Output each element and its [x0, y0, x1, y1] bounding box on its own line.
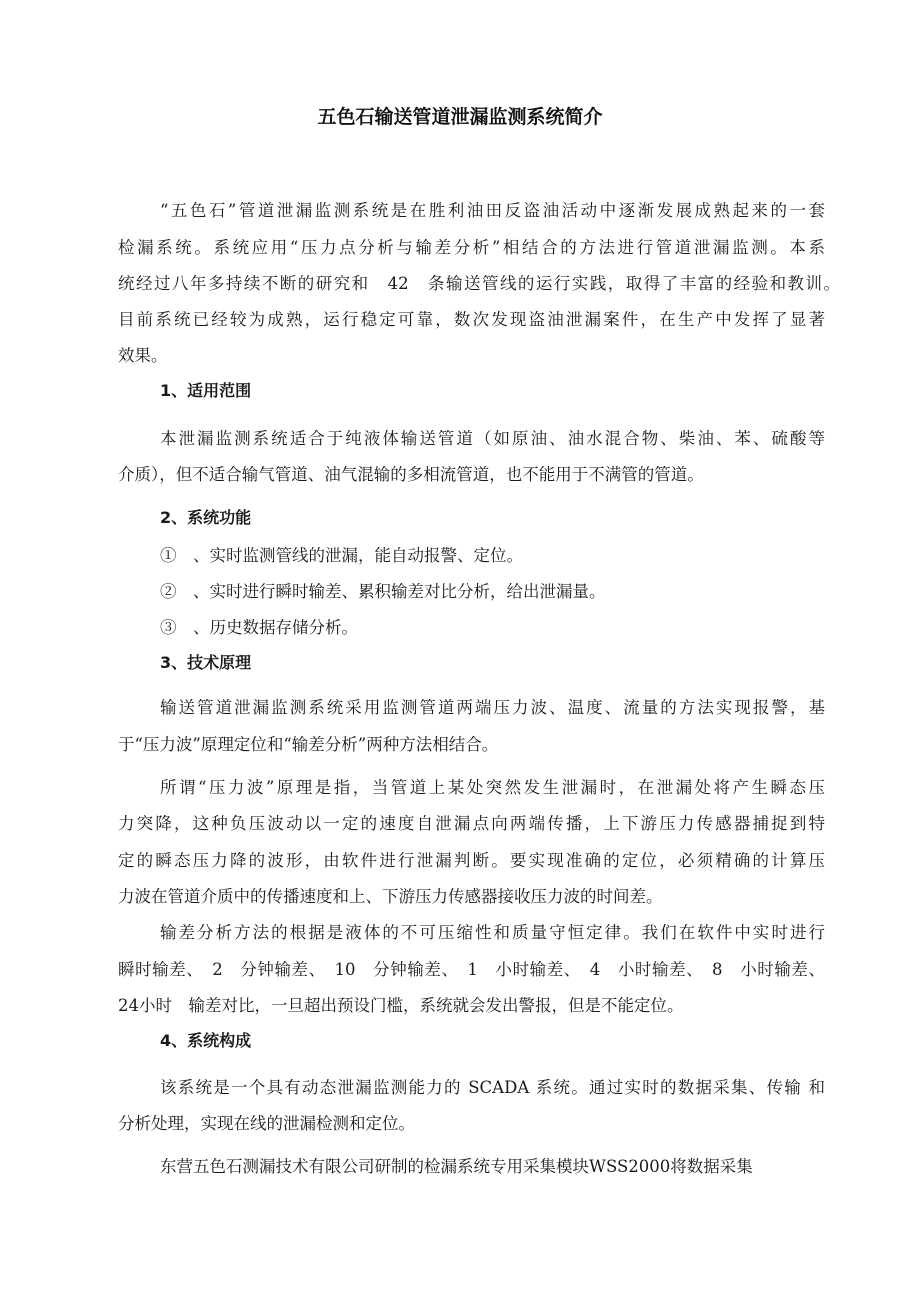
document-title: 五色石输送管道泄漏监测系统简介 — [317, 106, 603, 128]
function-item-3: ③ 、历史数据存储分析。 — [160, 618, 358, 637]
principle-p1-line-2: 于“压力波”原理定位和“输差分析”两种方法相结合。 — [118, 735, 499, 754]
intro-line-2: 检漏系统。系统应用“压力点分析与输差分析”相结合的方法进行管道泄漏监测。本系 — [118, 238, 825, 257]
principle-p2-line-2: 力突降，这种负压波动以一定的速度自泄漏点向两端传播，上下游压力传感器捕捉到特 — [118, 814, 825, 833]
principle-p2-line-3: 定的瞬态压力降的波形，由软件进行泄漏判断。要实现准确的定位，必须精确的计算压 — [118, 851, 825, 870]
principle-p1-line-1: 输送管道泄漏监测系统采用监测管道两端压力波、温度、流量的方法实现报警，基 — [160, 698, 825, 717]
intro-line-5: 效果。 — [118, 346, 168, 365]
principle-p3-line-2: 瞬时输差、 2 分钟输差、 10 分钟输差、 1 小时输差、 4 小时输差、 8 小时输差、 — [118, 960, 825, 979]
function-item-2: ② 、实时进行瞬时输差、累积输差对比分析，给出泄漏量。 — [160, 582, 606, 601]
function-item-1: ① 、实时监测管线的泄漏，能自动报警、定位。 — [160, 546, 523, 565]
intro-line-4: 目前系统已经较为成熟，运行稳定可靠，数次发现盗油泄漏案件，在生产中发挥了显著 — [118, 310, 825, 329]
principle-p2-line-4: 力波在管道介质中的传播速度和上、下游压力传感器接收压力波的时间差。 — [118, 887, 663, 906]
section-3-heading: 3、技术原理 — [160, 653, 252, 672]
principle-p3-line-1: 输差分析方法的根据是液体的不可压缩性和质量守恒定律。我们在软件中实时进行 — [160, 923, 825, 942]
intro-line-1: “五色石”管道泄漏监测系统是在胜利油田反盗油活动中逐渐发展成熟起来的一套 — [160, 201, 825, 220]
principle-p3-line-3: 24小时 输差对比，一旦超出预设门槛，系统就会发出警报，但是不能定位。 — [118, 996, 684, 1015]
section-2-heading: 2、系统功能 — [160, 508, 252, 527]
intro-line-3: 统经过八年多持续不断的研究和 42 条输送管线的运行实践，取得了丰富的经验和教训。 — [118, 274, 840, 293]
principle-p2-line-1: 所谓“压力波”原理是指，当管道上某处突然发生泄漏时，在泄漏处将产生瞬态压 — [160, 778, 825, 797]
section-4-heading: 4、系统构成 — [160, 1031, 252, 1050]
composition-p1-line-2: 分析处理，实现在线的泄漏检测和定位。 — [118, 1114, 415, 1133]
composition-p2-line-1: 东营五色石测漏技术有限公司研制的检漏系统专用采集模块WSS2000将数据采集 — [160, 1157, 753, 1176]
section-1-heading: 1、适用范围 — [160, 381, 252, 400]
section-1-line-2: 介质），但不适合输气管道、油气混输的多相流管道，也不能用于不满管的管道。 — [118, 465, 704, 484]
section-1-line-1: 本泄漏监测系统适合于纯液体输送管道（如原油、油水混合物、柴油、苯、硫酸等 — [160, 429, 825, 448]
composition-p1-line-1: 该系统是一个具有动态泄漏监测能力的 SCADA 系统。通过实时的数据采集、传输 和 — [160, 1078, 825, 1097]
